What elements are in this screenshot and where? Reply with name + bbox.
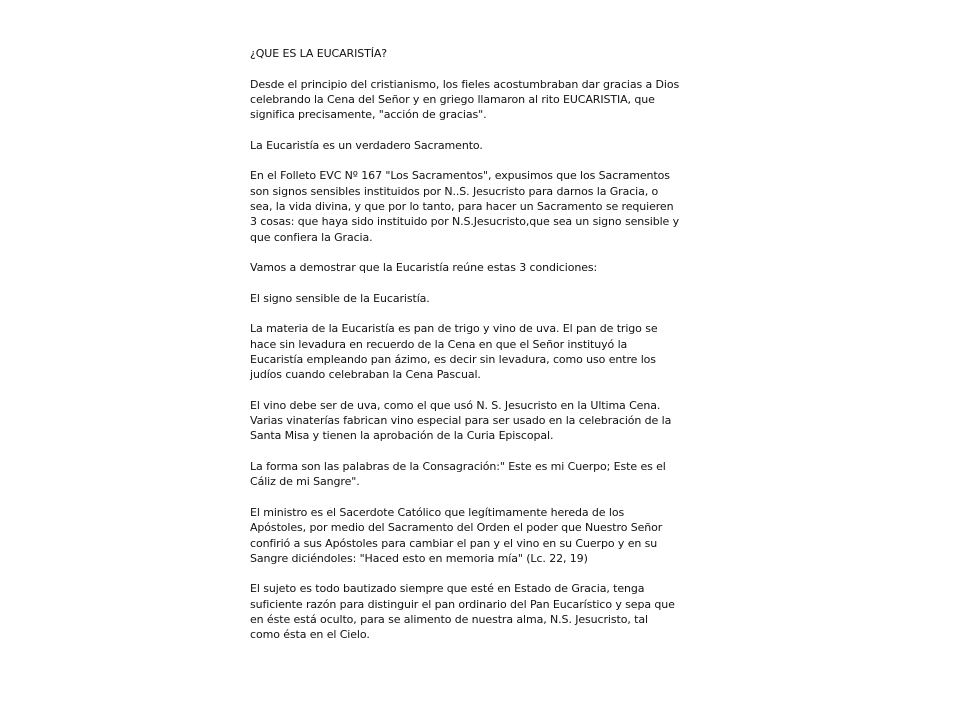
text-line: El sujeto es todo bautizado siempre que esté en Estado de Gracia, tenga — [250, 582, 645, 596]
text-line: judíos cuando celebraban la Cena Pascual. — [250, 368, 481, 382]
spacer — [250, 153, 690, 168]
text-line: suficiente razón para distinguir el pan ordinario del Pan Eucarístico y sepa que — [250, 597, 675, 611]
text-line: significa precisamente, "acción de gracias". — [250, 108, 487, 122]
text-line: La materia de la Eucaristía es pan de trigo y vino de uva. El pan de trigo se — [250, 322, 658, 336]
text-line: en éste está oculto, para se alimento de nuestra alma, N.S. Jesucristo, tal — [250, 612, 648, 626]
text-line: Varias vinaterías fabrican vino especial para ser usado en la celebración de la — [250, 414, 672, 428]
text-line: Desde el principio del cristianismo, los fieles acostumbraban dar gracias a Dios — [250, 77, 680, 91]
paragraph-wine — [250, 398, 690, 444]
text-line: Apóstoles, por medio del Sacramento del Orden el poder que Nuestro Señor — [250, 521, 663, 535]
paragraph-matter — [250, 321, 690, 382]
text-line: hace sin levadura en recuerdo de la Cena en que el Señor instituyó la — [250, 337, 628, 351]
text-line: El ministro es el Sacerdote Católico que legítimamente hereda de los — [250, 505, 625, 519]
paragraph-form — [250, 459, 690, 490]
paragraph-conditions — [250, 260, 690, 275]
text-line: La forma son las palabras de la Consagración:" Este es mi Cuerpo; Este es el — [250, 460, 666, 474]
spacer — [250, 306, 690, 321]
text-line: Sangre diciéndoles: "Haced esto en memoria mía" (Lc. 22, 19) — [250, 551, 588, 565]
spacer — [250, 245, 690, 260]
text-line: La Eucaristía es un verdadero Sacramento. — [250, 138, 483, 152]
spacer — [250, 383, 690, 398]
spacer — [250, 61, 690, 76]
text-body — [250, 46, 690, 643]
text-line: celebrando la Cena del Señor y en griego llamaron al rito EUCARISTIA, que — [250, 92, 655, 106]
spacer — [250, 275, 690, 290]
paragraph-minister — [250, 505, 690, 566]
text-line: En el Folleto EVC Nº 167 "Los Sacramentos", expusimos que los Sacramentos — [250, 169, 670, 183]
text-line: como ésta en el Cielo. — [250, 628, 370, 642]
text-line: que confiera la Gracia. — [250, 230, 373, 244]
text-line: El vino debe ser de uva, como el que usó N. S. Jesucristo en la Ultima Cena. — [250, 398, 661, 412]
text-line: El signo sensible de la Eucaristía. — [250, 291, 430, 305]
text-line: Eucaristía empleando pan ázimo, es decir sin levadura, como uso entre los — [250, 352, 656, 366]
text-line: son signos sensibles instituidos por N..S. Jesucristo para darnos la Gracia, o — [250, 184, 659, 198]
spacer — [250, 444, 690, 459]
text-line: Vamos a demostrar que la Eucaristía reúne estas 3 condiciones: — [250, 261, 598, 275]
paragraph-booklet — [250, 168, 690, 244]
paragraph-origin — [250, 77, 690, 123]
spacer — [250, 122, 690, 137]
text-line: 3 cosas: que haya sido instituido por N.S.Jesucristo,que sea un signo sensible y — [250, 215, 680, 229]
text-line: Santa Misa y tienen la aprobación de la Curia Episcopal. — [250, 429, 554, 443]
text-line: Cáliz de mi Sangre". — [250, 475, 360, 489]
paragraph-sensible-sign — [250, 291, 690, 306]
text-line: sea, la vida divina, y que por lo tanto, para hacer un Sacramento se requieren — [250, 199, 674, 213]
paragraph-subject — [250, 581, 690, 642]
text-line: confirió a sus Apóstoles para cambiar el pan y el vino en su Cuerpo y en su — [250, 536, 658, 550]
document-title: ¿QUE ES LA EUCARISTÍA? — [250, 47, 388, 60]
paragraph-sacrament — [250, 138, 690, 153]
spacer — [250, 490, 690, 505]
spacer — [250, 566, 690, 581]
